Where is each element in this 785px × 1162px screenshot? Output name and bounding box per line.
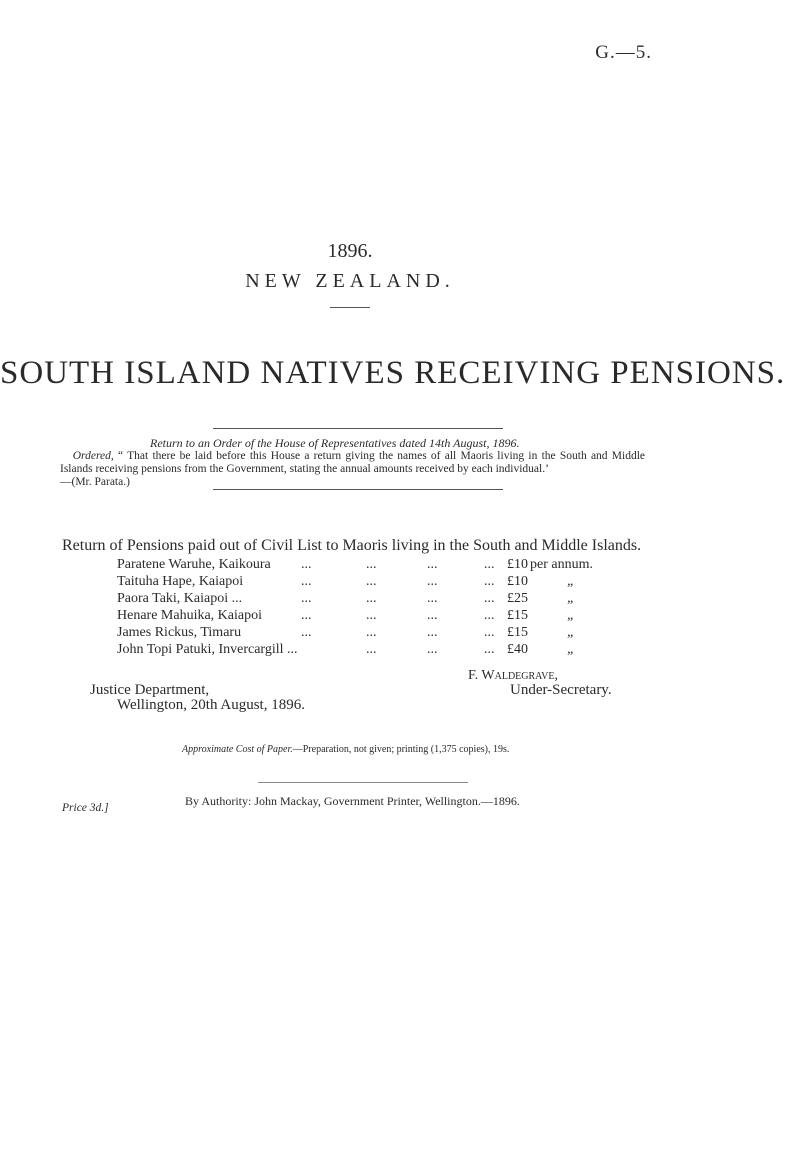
ditto-mark: „ — [567, 625, 575, 640]
leader-dots: ... — [427, 608, 438, 623]
signatory-name: F. Waldegrave, — [468, 668, 558, 683]
pension-row — [117, 557, 637, 574]
cost-label: Approximate Cost of Paper. — [182, 744, 293, 755]
leader-dots: ... — [427, 625, 438, 640]
pension-amount: £10 — [507, 574, 528, 589]
leader-dots: ... — [366, 608, 377, 623]
pension-row — [117, 625, 637, 642]
printer-authority: By Authority: John Mackay, Government Printer, Wellington.—1896. — [185, 794, 520, 808]
leader-dots: ... — [427, 642, 438, 657]
pension-amount: £15 — [507, 608, 528, 623]
ditto-mark: „ — [567, 574, 575, 589]
leader-dots: ... — [301, 574, 312, 589]
pensioner-name: John Topi Patuki, Invercargill ... — [117, 642, 298, 657]
leader-dots: ... — [301, 591, 312, 606]
leader-dots: ... — [427, 591, 438, 606]
pensioner-name: Paora Taki, Kaiapoi ... — [117, 591, 243, 606]
pensioner-name: Paratene Waruhe, Kaikoura — [117, 557, 271, 572]
leader-dots: ... — [366, 574, 377, 589]
pension-amount: £25 — [507, 591, 528, 606]
ditto-mark: „ — [567, 591, 575, 606]
leader-dots: ... — [484, 608, 495, 623]
order-text — [60, 450, 645, 489]
order-rule-top — [213, 428, 503, 429]
pension-amount: £10 — [507, 557, 528, 572]
order-body: “ That there be laid before this House a return giving the names of all Maoris living in the South and Middle Islands receiving pensions from the Government, stating the annual amounts received by each individual.’ — [60, 450, 646, 475]
return-heading: Return of Pensions paid out of Civil List to Maoris living in the South and Middle Islands. — [62, 537, 642, 554]
leader-dots: ... — [484, 574, 495, 589]
leader-dots: ... — [301, 608, 312, 623]
signatory-title: Under-Secretary. — [510, 682, 612, 698]
pension-row — [117, 574, 637, 591]
ditto-mark: „ — [567, 642, 575, 657]
pension-unit: per annum. — [530, 557, 593, 572]
pension-row — [117, 642, 637, 659]
document-year: 1896. — [327, 240, 373, 262]
document-reference: G.—5. — [595, 42, 652, 63]
pension-amount: £15 — [507, 625, 528, 640]
price-note: Price 3d.] — [62, 802, 109, 814]
place-date: Wellington, 20th August, 1896. — [117, 697, 305, 713]
footer-rule — [258, 782, 468, 783]
leader-dots: ... — [427, 557, 438, 572]
pensioner-name: Henare Mahuika, Kaiapoi — [117, 608, 262, 623]
leader-dots: ... — [366, 625, 377, 640]
department-name: Justice Department, — [90, 682, 210, 698]
leader-dots: ... — [301, 625, 312, 640]
leader-dots: ... — [366, 557, 377, 572]
pension-amount: £40 — [507, 642, 528, 657]
leader-dots: ... — [301, 557, 312, 572]
order-italic-line: Return to an Order of the House of Representatives dated 14th August, 1896. — [150, 436, 520, 450]
pension-row — [117, 608, 637, 625]
order-rule-bottom — [213, 489, 503, 490]
cost-of-paper — [182, 744, 509, 755]
leader-dots: ... — [484, 557, 495, 572]
pensioner-name: Taituha Hape, Kaiapoi — [117, 574, 244, 589]
title-divider — [330, 307, 370, 308]
pension-row — [117, 591, 637, 608]
leader-dots: ... — [366, 642, 377, 657]
leader-dots: ... — [484, 642, 495, 657]
leader-dots: ... — [484, 625, 495, 640]
pensioner-name: James Rickus, Timaru — [117, 625, 242, 640]
cost-text: —Preparation, not given; printing (1,375 copies), 19s. — [292, 744, 510, 755]
order-mover: —(Mr. Parata.) — [60, 476, 130, 488]
ordered-label: Ordered, — [72, 450, 114, 462]
country-heading: NEW ZEALAND. — [245, 270, 455, 292]
ditto-mark: „ — [567, 608, 575, 623]
leader-dots: ... — [366, 591, 377, 606]
document-title: SOUTH ISLAND NATIVES RECEIVING PENSIONS. — [0, 355, 785, 391]
leader-dots: ... — [427, 574, 438, 589]
leader-dots: ... — [484, 591, 495, 606]
